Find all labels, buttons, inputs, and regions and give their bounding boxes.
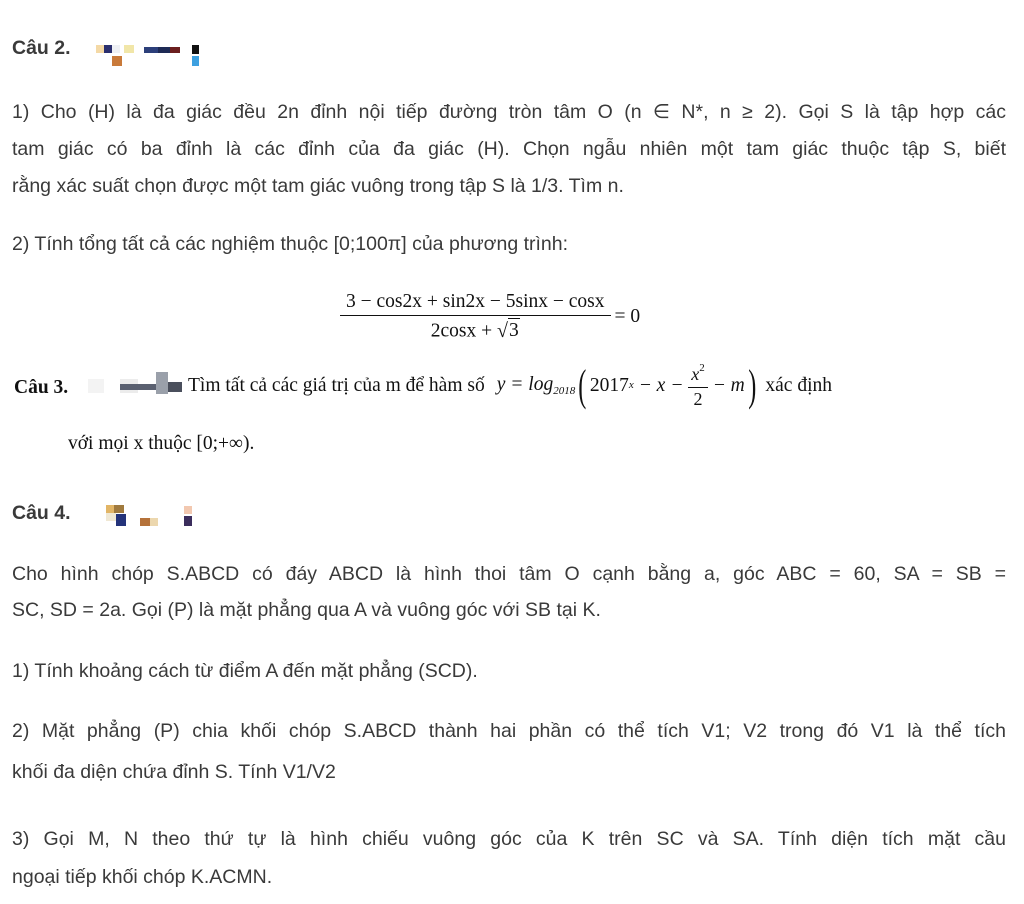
cau4-q1: 1) Tính khoảng cách từ điểm A đến mặt phẳng (SCD).	[12, 660, 478, 682]
cau2-p1-line1: 1) Cho (H) là đa giác đều 2n đỉnh nội tiếp đường tròn tâm O (n ∈ N*, n ≥ 2). Gọi S là tập hợp các	[12, 101, 1006, 123]
log-base: 2018	[553, 385, 576, 398]
cau3-text1: Tìm tất cả các giá trị của m để hàm số	[188, 375, 485, 397]
cau2-p1-line2: tam giác có ba đỉnh là các đỉnh của đa giác (H). Chọn ngẫu nhiên một tam giác thuộc tập S, biết	[12, 138, 1006, 160]
cau3-label: Câu 3.	[14, 377, 69, 398]
argument-minus-m: − m	[707, 375, 745, 397]
fraction-denominator: 2	[693, 388, 703, 409]
right-paren: )	[748, 361, 757, 410]
function-y-log: y = log	[496, 374, 554, 396]
cau4-intro-line1: Cho hình chóp S.ABCD có đáy ABCD là hình thoi tâm O cạnh bằng a, góc ABC = 60, SA = SB =	[12, 563, 1006, 585]
denominator-text: 2cosx +	[430, 320, 497, 342]
cau2-p2: 2) Tính tổng tất cả các nghiệm thuộc [0;100π] của phương trình:	[12, 233, 569, 255]
cau4-q2-line2: khối đa diện chứa đỉnh S. Tính V1/V2	[12, 761, 336, 783]
fraction-numerator: x	[691, 363, 700, 384]
log-argument	[590, 362, 745, 410]
left-paren: (	[578, 361, 587, 410]
cau4-q3-line2: ngoại tiếp khối chóp K.ACMN.	[12, 866, 273, 888]
cau4-label: Câu 4.	[12, 502, 71, 524]
argument-2017: 2017	[589, 375, 629, 397]
cau4-intro-line2: SC, SD = 2a. Gọi (P) là mặt phẳng qua A và vuông góc với SB tại K.	[12, 599, 601, 621]
cau3-line2: với mọi x thuộc [0;+∞).	[68, 433, 255, 454]
equation-fraction	[340, 290, 611, 343]
equation-rhs: = 0	[614, 305, 641, 327]
argument-minus-x: − x −	[633, 375, 689, 397]
argument-fraction	[688, 362, 708, 410]
sqrt-radicand: 3	[508, 320, 519, 342]
sqrt-symbol: √ 3	[497, 319, 519, 342]
equation-denominator	[425, 316, 526, 343]
equation-numerator: 3 − cos2x + sin2x − 5sinx − cosx	[340, 290, 611, 316]
cau2-p1-line3: rằng xác suất chọn được một tam giác vuông trong tập S là 1/3. Tìm n.	[12, 175, 624, 197]
fraction-numerator-exp: 2	[699, 361, 705, 374]
cau3-line1	[188, 357, 832, 415]
argument-exponent: x	[628, 379, 634, 392]
cau3-function	[497, 373, 575, 398]
cau2-label: Câu 2.	[12, 37, 71, 59]
cau4-q2-line1: 2) Mặt phẳng (P) chia khối chóp S.ABCD thành hai phần có thể tích V1; V2 trong đó V1 là thể tích	[12, 720, 1006, 742]
cau2-equation	[340, 290, 640, 343]
cau4-q3-line1: 3) Gọi M, N theo thứ tự là hình chiếu vuông góc của K trên SC và SA. Tính diện tích mặt cầu	[12, 828, 1006, 850]
cau3-text2: xác định	[765, 375, 832, 397]
